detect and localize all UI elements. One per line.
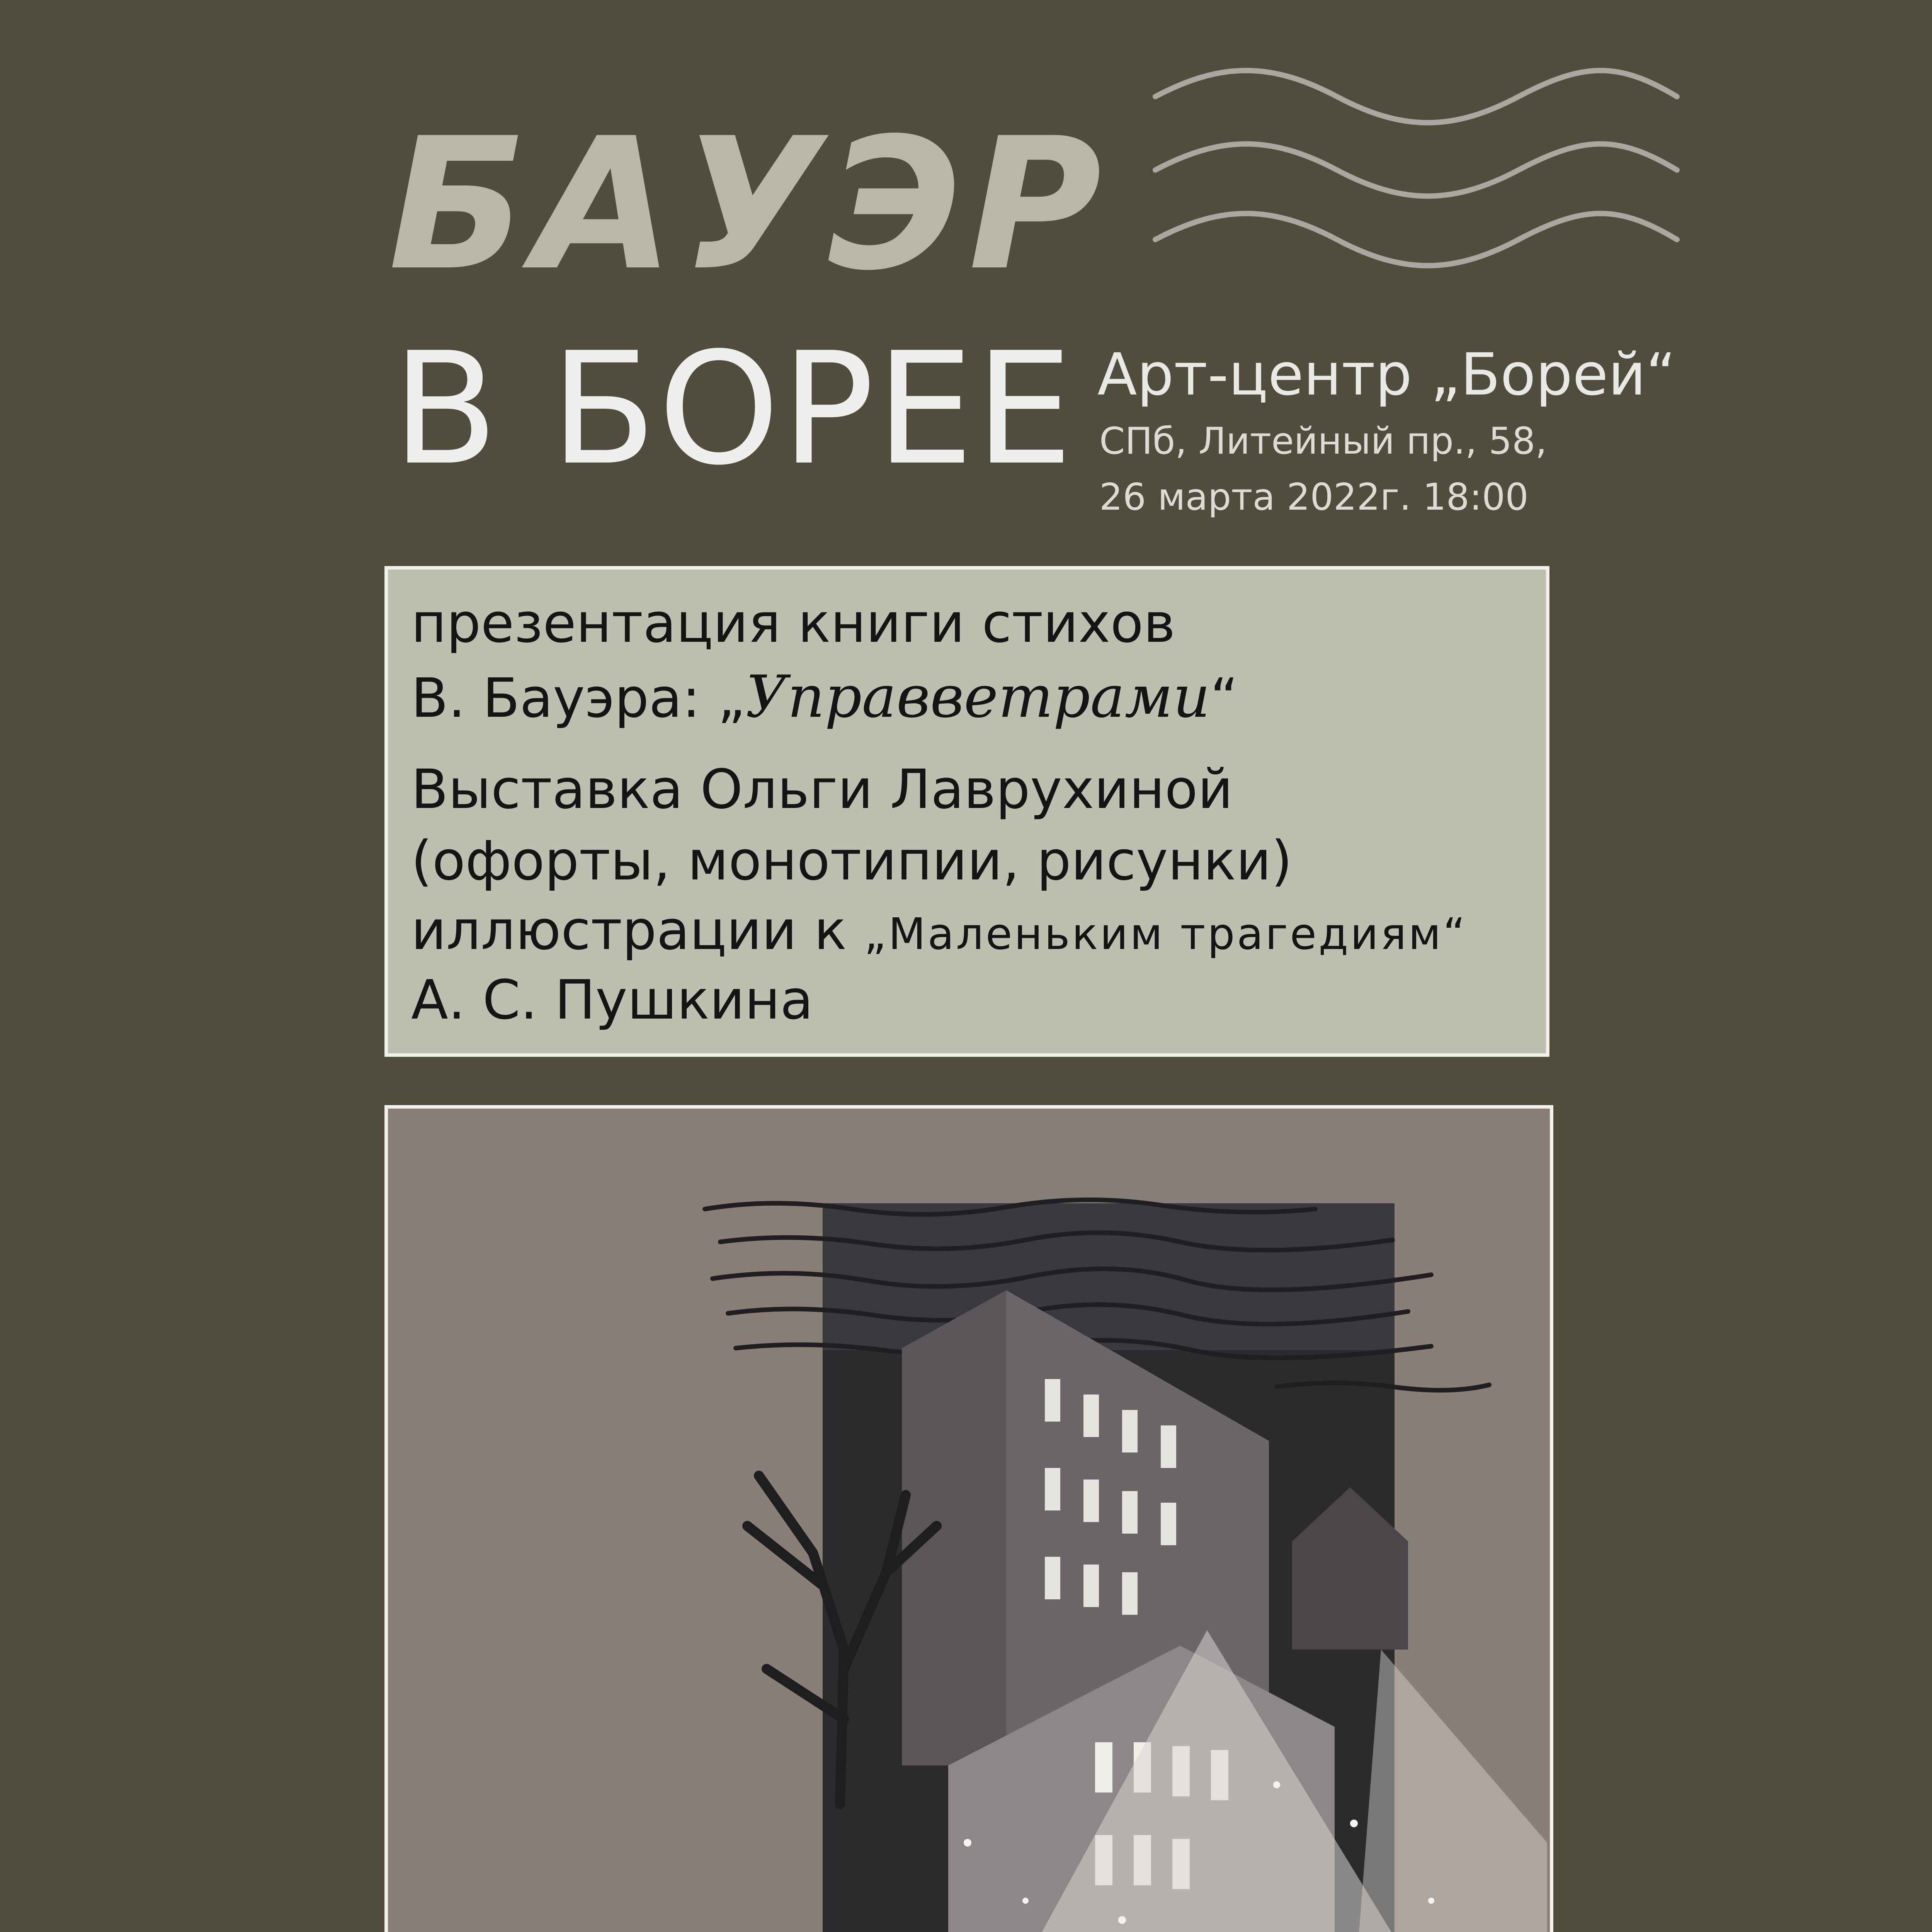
book-title: Управветрами: [745, 663, 1210, 731]
poster-title-bauer: БАУЭР: [388, 99, 1109, 310]
info-line-book-title: [411, 663, 1238, 731]
poster-title-in-borey: В БОРЕЕ: [392, 320, 1075, 499]
artwork-frame: [384, 1105, 1553, 1932]
info-line-illustrations: [411, 899, 1468, 962]
book-author-label: В. Бауэра:: [411, 667, 718, 730]
info-line-pushkin: А. С. Пушкина: [411, 969, 813, 1032]
event-datetime: 26 марта 2022г. 18:00: [1099, 476, 1529, 519]
venue-name: Арт-центр „Борей“: [1097, 341, 1676, 408]
little-tragedies-title: „Маленьким трагедиям“: [864, 909, 1468, 959]
book-quote-open: „: [717, 667, 746, 730]
info-line-techniques: (офорты, монотипии, рисунки): [411, 830, 1293, 893]
info-line-exhibition: Выставка Ольги Лаврухиной: [411, 758, 1233, 821]
postmark-waves-icon: [1144, 46, 1685, 317]
info-line-presentation: презентация книги стихов: [411, 592, 1175, 655]
ink-drawing-icon: [388, 1109, 1550, 1932]
venue-address: СПб, Литейный пр., 58,: [1099, 420, 1547, 463]
illustrations-label: иллюстрации к: [411, 899, 864, 962]
event-info-box: [384, 566, 1549, 1057]
book-quote-close: “: [1210, 667, 1238, 730]
